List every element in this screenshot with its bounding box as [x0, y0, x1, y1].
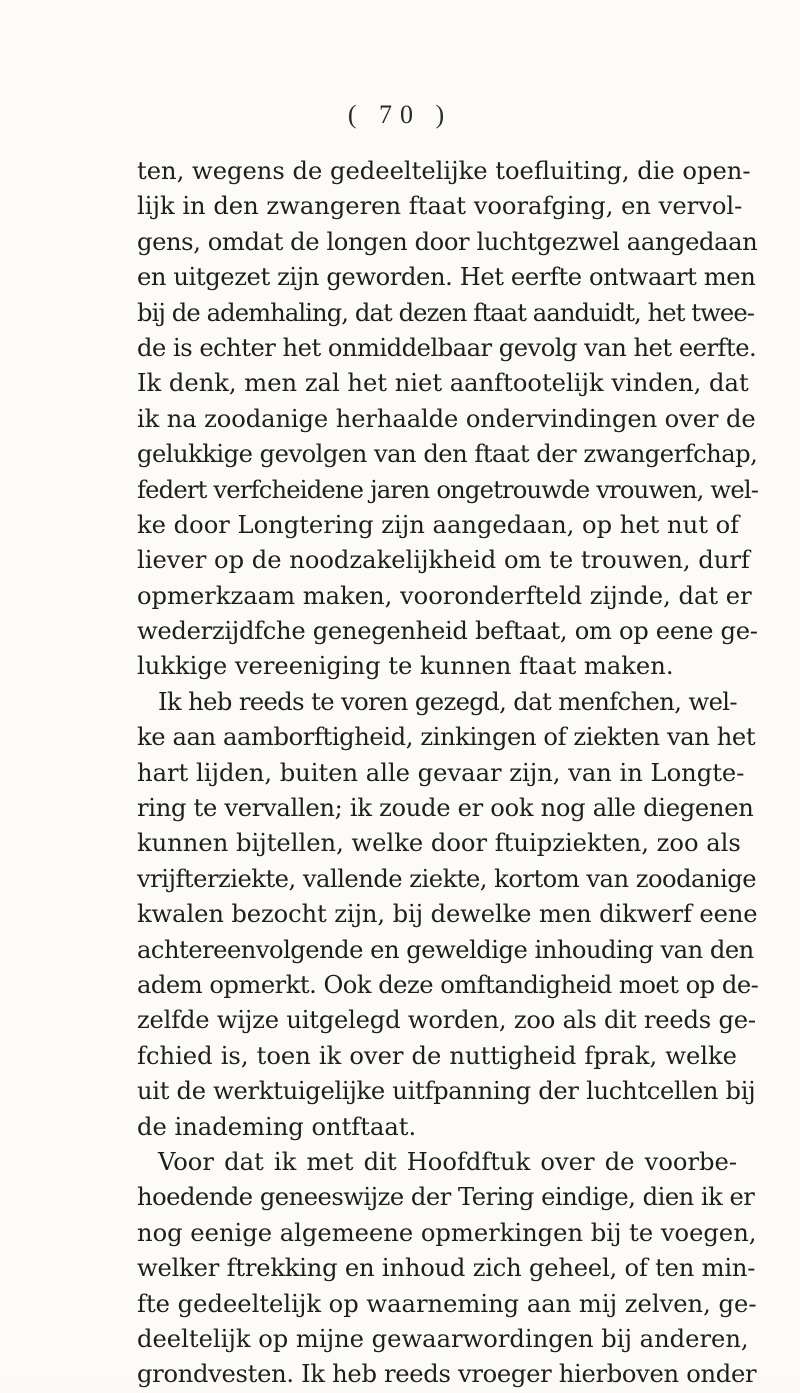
text-line: federt verfcheidene jaren ongetrouwde vrouwen, wel-: [137, 475, 759, 504]
body-text: [137, 154, 759, 1393]
text-line: hoedende geneeswijze der Tering eindige, dien ik er: [137, 1183, 755, 1212]
text-line: adem opmerkt. Ook deze omftandigheid moet op de-: [137, 970, 759, 999]
page-number: ( 70 ): [347, 100, 453, 129]
text-line: gelukkige gevolgen van den ftaat der zwangerfchap,: [137, 440, 758, 469]
text-line: kunnen bijtellen, welke door ftuipziekten, zoo als: [137, 829, 741, 858]
text-line: opmerkzaam maken, vooronderfteld zijnde, dat er: [137, 581, 752, 610]
text-line: zelfde wijze uitgelegd worden, zoo als dit reeds ge-: [137, 1006, 756, 1035]
text-line: kwalen bezocht zijn, bij dewelke men dikwerf eene: [137, 900, 758, 929]
text-line: lijk in den zwangeren ftaat voorafging, en vervol-: [137, 192, 743, 221]
text-line: uit de werktuigelijke uitfpanning der luchtcellen bij: [137, 1077, 756, 1106]
text-line: grondvesten. Ik heb reeds vroeger hierboven onder: [137, 1360, 757, 1389]
text-line: ke aan aamborftigheid, zinkingen of ziekten van het: [137, 723, 756, 752]
text-line: Ik denk, men zal het niet aanftootelijk vinden, dat: [137, 369, 749, 398]
text-line: liever op de noodzakelijkheid om te trouwen, durf: [137, 546, 750, 575]
text-line: nog eenige algemeene opmerkingen bij te voegen,: [137, 1218, 757, 1247]
text-line: wederzijdfche genegenheid beftaat, om op eene ge-: [137, 617, 758, 646]
text-line: ten, wegens de gedeeltelijke toefluiting, die open-: [137, 157, 751, 185]
text-line: vrijfterziekte, vallende ziekte, kortom van zoodanige: [137, 864, 757, 893]
text-line: achtereenvolgende en geweldige inhouding van den: [137, 935, 754, 964]
text-line: fte gedeeltelijk op waarneming aan mij zelven, ge-: [137, 1289, 757, 1318]
text-line: gens, omdat de longen door luchtgezwel aangedaan: [137, 227, 758, 256]
text-line: Ik heb reeds te voren gezegd, dat menfchen, wel-: [158, 687, 737, 716]
text-line: deeltelijk op mijne gewaarwordingen bij anderen,: [137, 1324, 749, 1353]
text-line: welker ftrekking en inhoud zich geheel, of ten min-: [137, 1254, 756, 1283]
text-line: ke door Longtering zijn aangedaan, op het nut of: [137, 510, 740, 539]
text-line: ik na zoodanige herhaalde ondervindingen over de: [137, 404, 756, 433]
text-line: de is echter het onmiddelbaar gevolg van het eerfte.: [137, 333, 757, 362]
text-line: de inademing ontftaat.: [137, 1112, 417, 1141]
text-line: hart lijden, buiten alle gevaar zijn, van in Longte-: [137, 758, 745, 787]
text-line: lukkige vereeniging te kunnen ftaat maken.: [137, 652, 674, 681]
text-line: en uitgezet zijn geworden. Het eerfte ontwaart men: [137, 263, 756, 292]
text-line: Voor dat ik met dit Hoofdftuk over de voorbe-: [158, 1147, 737, 1176]
text-line: ring te vervallen; ik zoude er ook nog alle diegenen: [137, 794, 754, 823]
text-line: fchied is, toen ik over de nuttigheid fprak, welke: [137, 1041, 737, 1070]
text-line: bij de ademhaling, dat dezen ftaat aanduidt, het twee-: [137, 298, 755, 327]
